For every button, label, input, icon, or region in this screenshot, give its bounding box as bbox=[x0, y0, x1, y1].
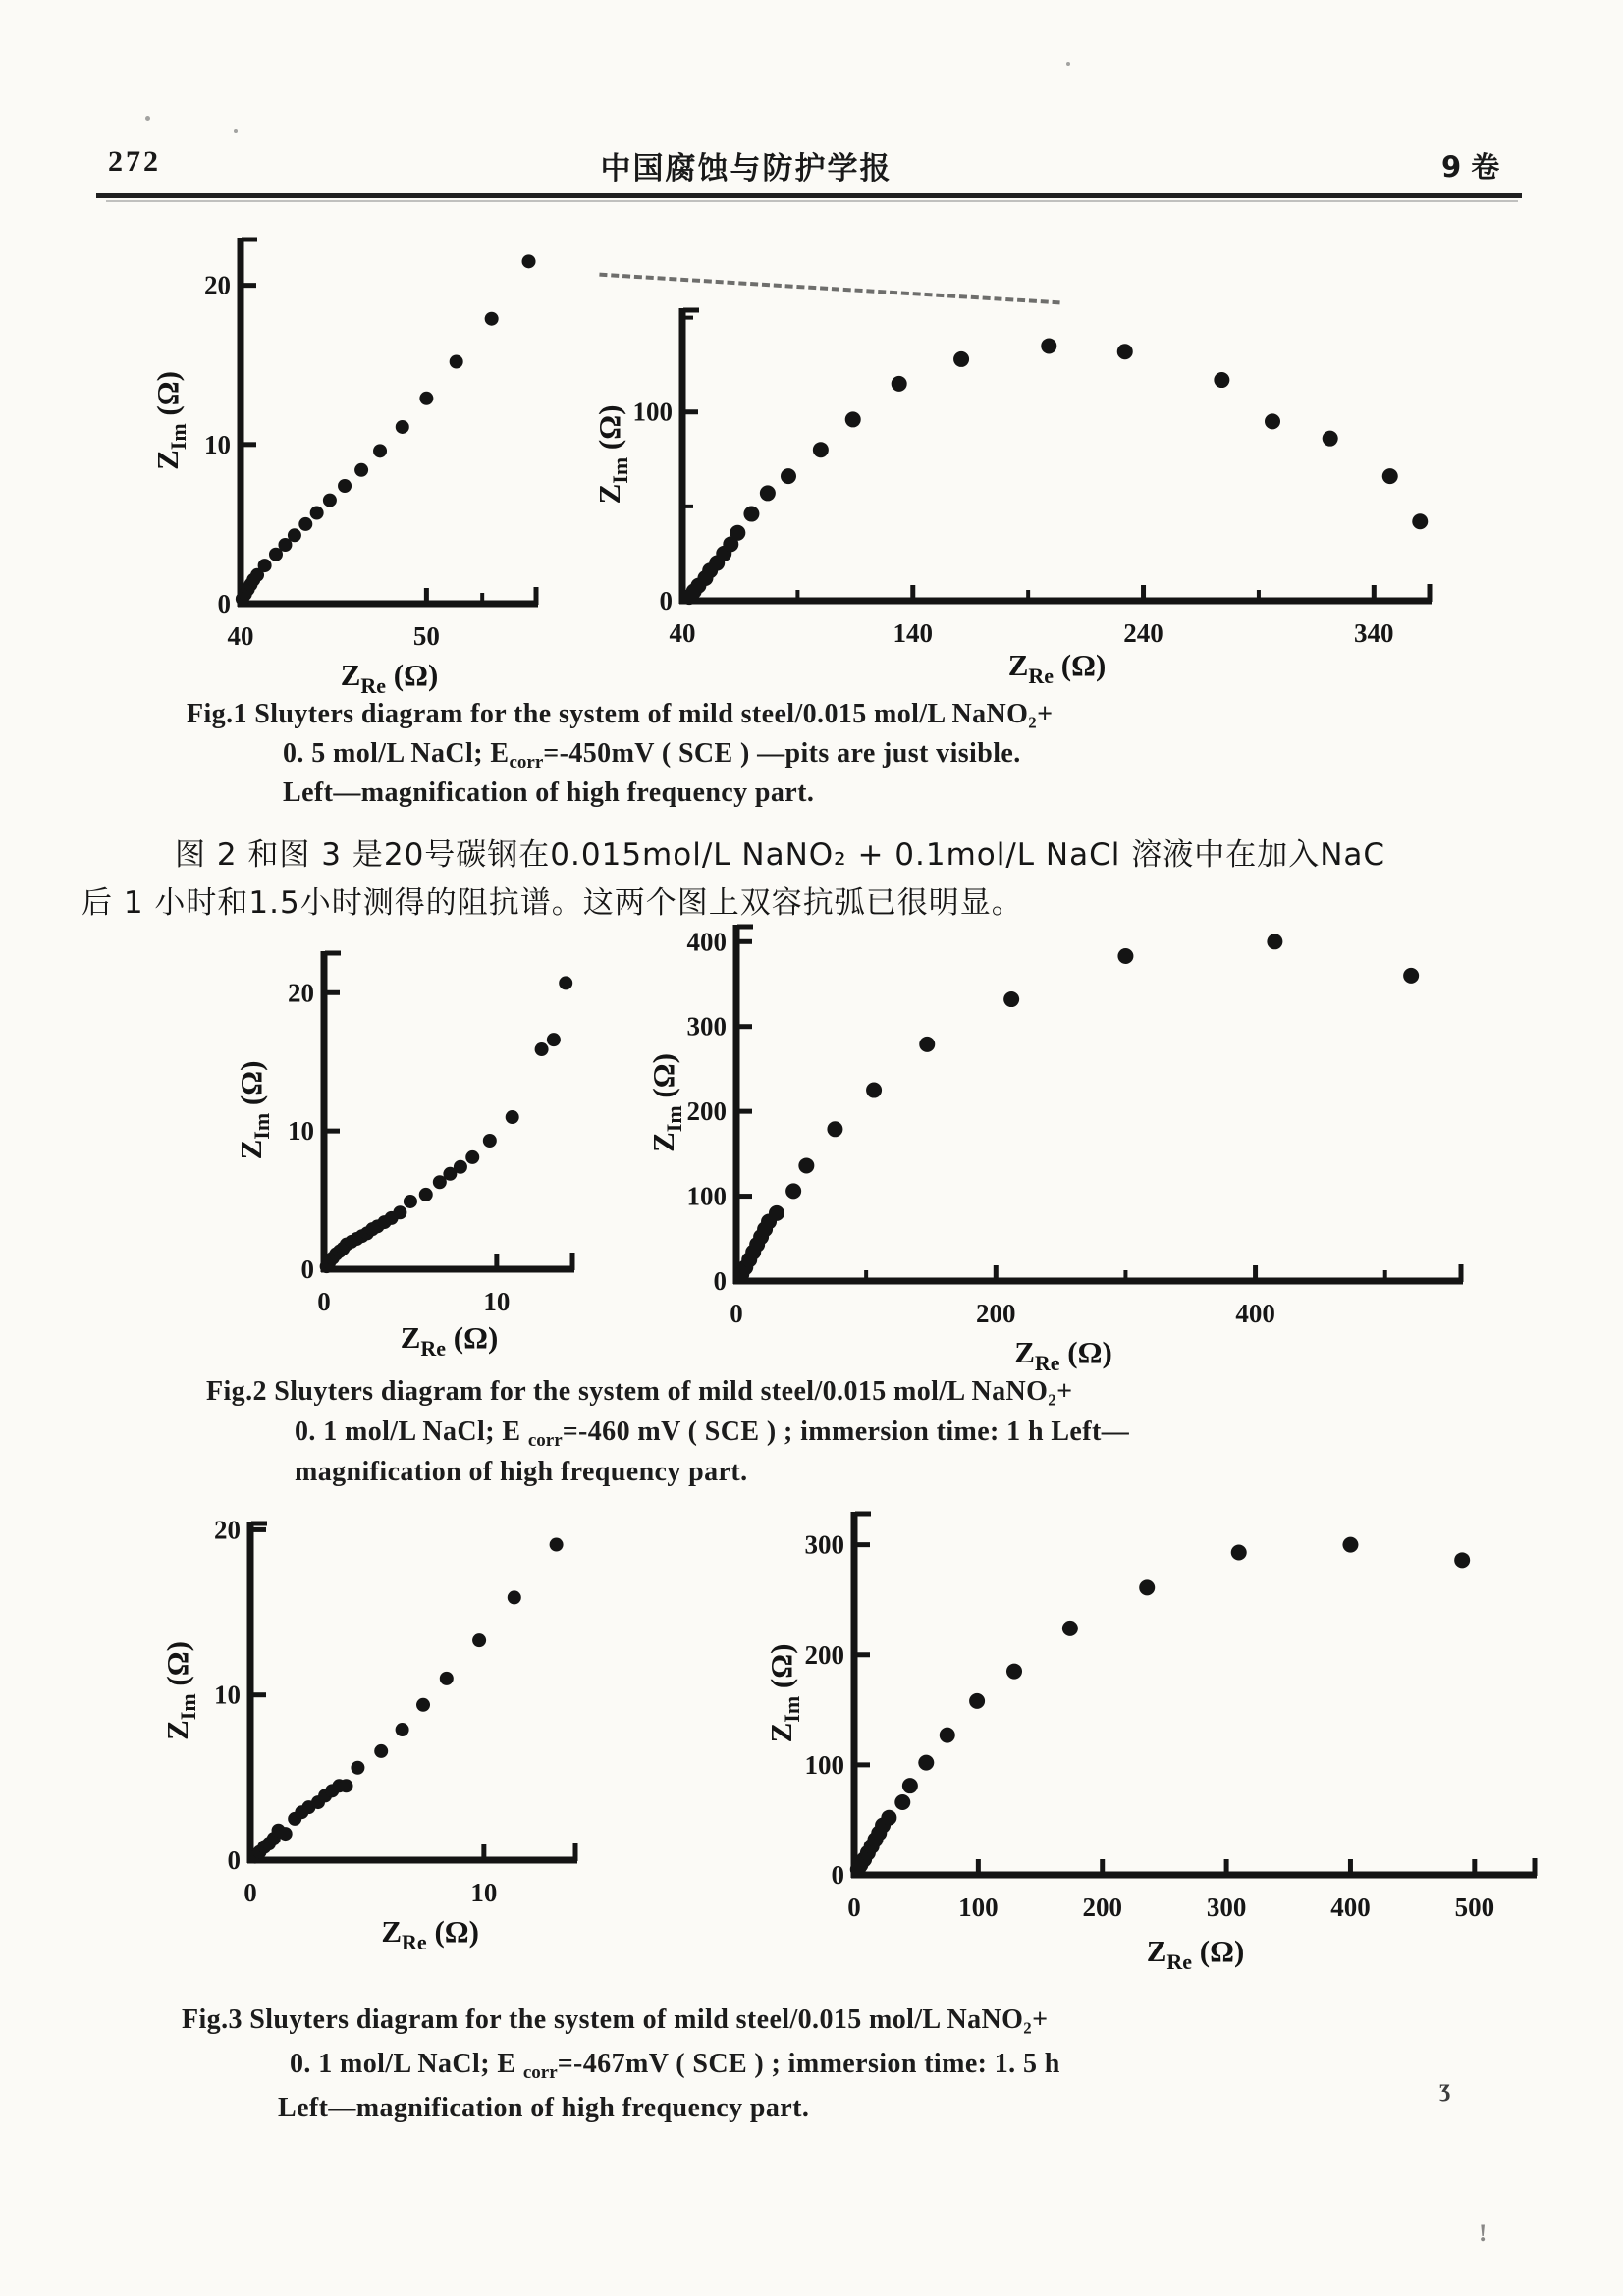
journal-title: 中国腐蚀与防护学报 bbox=[600, 151, 893, 187]
caption-subscript: corr bbox=[527, 1430, 563, 1452]
y-tick-label: 0 bbox=[831, 1860, 844, 1890]
y-tick-label: 200 bbox=[804, 1639, 844, 1670]
x-axis-label: $Z_{Re}$ (Ω) bbox=[1014, 1335, 1112, 1374]
fig3-left-plot bbox=[147, 1510, 589, 1953]
x-axis-label: $Z_{Re}$ (Ω) bbox=[400, 1320, 499, 1360]
fig1-right-svg bbox=[584, 294, 1443, 687]
stray-mark: ! bbox=[1479, 2220, 1488, 2247]
page-number: 272 bbox=[108, 145, 161, 178]
scan-speck bbox=[1066, 62, 1070, 66]
caption-text: =-467mV ( SCE ) ; immersion time: 1. 5 h bbox=[557, 2049, 1060, 2079]
fig1-caption-line3: Left—magnification of high frequency part. bbox=[283, 777, 815, 808]
x-tick-label: 0 bbox=[243, 1878, 257, 1907]
y-tick-label: 0 bbox=[300, 1255, 314, 1284]
x-axis-label: $Z_{Re}$ (Ω) bbox=[381, 1914, 479, 1953]
fig2-caption-line1: Fig.2 Sluyters diagram for the system of mild steel/0.015 mol/L NaNO₂+ bbox=[206, 1376, 1073, 1407]
fig1-left-svg bbox=[137, 224, 550, 697]
x-tick-label: 200 bbox=[1082, 1893, 1122, 1922]
x-tick-label: 40 bbox=[669, 618, 696, 648]
fig2-left-svg bbox=[221, 937, 584, 1360]
caption-text: 0. 5 mol/L NaCl; E bbox=[283, 738, 510, 769]
fig1-right-plot bbox=[584, 294, 1443, 687]
y-tick-label: 10 bbox=[214, 1680, 241, 1710]
y-axis-label: $Z_{Im}$ (Ω) bbox=[160, 1641, 200, 1740]
fig2-right-plot bbox=[628, 913, 1473, 1374]
y-tick-label: 100 bbox=[686, 1181, 727, 1211]
body-paragraph-line1: 图 2 和图 3 是20号碳钢在0.015mol/L NaNO₂ + 0.1mol/L NaCl 溶液中在加入NaC bbox=[175, 837, 1386, 873]
fig1-left-plot bbox=[137, 224, 550, 697]
x-tick-label: 340 bbox=[1354, 618, 1394, 648]
fig3-caption-line1: Fig.3 Sluyters diagram for the system of mild steel/0.015 mol/L NaNO₂+ bbox=[182, 2004, 1049, 2035]
y-tick-label: 0 bbox=[659, 586, 673, 615]
fig3-caption-line2 bbox=[290, 2049, 1060, 2084]
stray-mark: ʒ bbox=[1439, 2075, 1451, 2102]
caption-text: =-460 mV ( SCE ) ; immersion time: 1 h Left— bbox=[562, 1416, 1130, 1447]
y-axis-label: $Z_{Im}$ (Ω) bbox=[646, 1053, 686, 1152]
x-tick-label: 10 bbox=[483, 1287, 511, 1316]
y-tick-label: 0 bbox=[713, 1266, 727, 1296]
header-rule-shadow bbox=[106, 200, 1518, 202]
volume-label: 9 卷 bbox=[1441, 150, 1500, 184]
y-tick-label: 100 bbox=[804, 1749, 844, 1780]
y-tick-label: 10 bbox=[288, 1116, 314, 1147]
fig2-left-plot bbox=[221, 937, 584, 1360]
y-tick-label: 100 bbox=[632, 397, 673, 427]
x-tick-label: 140 bbox=[893, 618, 934, 648]
y-axis-label: $Z_{Im}$ (Ω) bbox=[592, 404, 632, 505]
y-tick-label: 20 bbox=[288, 978, 314, 1008]
caption-subscript: corr bbox=[522, 2062, 558, 2084]
fig1-caption-line2 bbox=[283, 738, 1021, 774]
y-tick-label: 300 bbox=[686, 1011, 727, 1041]
x-tick-label: 10 bbox=[470, 1878, 498, 1907]
fig2-caption-line3: magnification of high frequency part. bbox=[295, 1457, 748, 1487]
y-axis-label: $Z_{Im}$ (Ω) bbox=[234, 1060, 274, 1160]
x-tick-label: 200 bbox=[976, 1299, 1016, 1328]
x-tick-label: 0 bbox=[847, 1893, 861, 1922]
x-tick-label: 0 bbox=[317, 1287, 331, 1316]
x-axis-label: $Z_{Re}$ (Ω) bbox=[1146, 1934, 1245, 1973]
y-tick-label: 200 bbox=[686, 1096, 727, 1127]
fig2-caption-line2 bbox=[295, 1416, 1129, 1452]
body-paragraph-line2: 后 1 小时和1.5小时测得的阻抗谱。这两个图上双容抗弧已很明显。 bbox=[81, 885, 1023, 921]
x-tick-label: 0 bbox=[730, 1299, 743, 1328]
caption-text: 0. 1 mol/L NaCl; E bbox=[290, 2049, 523, 2079]
x-tick-label: 100 bbox=[958, 1893, 999, 1922]
fig1-caption-line1: Fig.1 Sluyters diagram for the system of mild steel/0.015 mol/L NaNO₂+ bbox=[187, 699, 1054, 729]
fig3-caption-line3: Left—magnification of high frequency part. bbox=[278, 2093, 810, 2123]
fig3-right-svg bbox=[756, 1500, 1551, 1973]
x-tick-label: 40 bbox=[227, 621, 254, 651]
caption-text: =-450mV ( SCE ) —pits are just visible. bbox=[543, 738, 1021, 769]
x-axis-label: $Z_{Re}$ (Ω) bbox=[1007, 648, 1107, 687]
x-tick-label: 50 bbox=[412, 621, 440, 651]
x-tick-label: 500 bbox=[1454, 1893, 1495, 1922]
caption-text: 0. 1 mol/L NaCl; E bbox=[295, 1416, 528, 1447]
fig2-right-svg bbox=[628, 913, 1473, 1374]
y-tick-label: 0 bbox=[217, 589, 231, 618]
y-tick-label: 300 bbox=[804, 1529, 844, 1560]
y-tick-label: 0 bbox=[227, 1845, 241, 1875]
x-axis-label: $Z_{Re}$ (Ω) bbox=[340, 658, 439, 697]
y-tick-label: 10 bbox=[204, 429, 231, 459]
y-axis-label: $Z_{Im}$ (Ω) bbox=[150, 371, 190, 470]
x-tick-label: 400 bbox=[1235, 1299, 1275, 1328]
x-tick-label: 240 bbox=[1123, 618, 1163, 648]
y-tick-label: 20 bbox=[214, 1515, 241, 1545]
scan-speck bbox=[234, 129, 238, 133]
y-tick-label: 400 bbox=[686, 927, 727, 957]
x-tick-label: 400 bbox=[1330, 1893, 1371, 1922]
header-rule bbox=[96, 193, 1522, 198]
y-tick-label: 20 bbox=[204, 270, 231, 300]
x-tick-label: 300 bbox=[1206, 1893, 1247, 1922]
y-axis-label: $Z_{Im}$ (Ω) bbox=[764, 1643, 804, 1743]
caption-subscript: corr bbox=[509, 752, 544, 774]
fig3-right-plot bbox=[756, 1500, 1551, 1973]
fig3-left-svg bbox=[147, 1510, 589, 1953]
scan-speck bbox=[145, 116, 150, 121]
